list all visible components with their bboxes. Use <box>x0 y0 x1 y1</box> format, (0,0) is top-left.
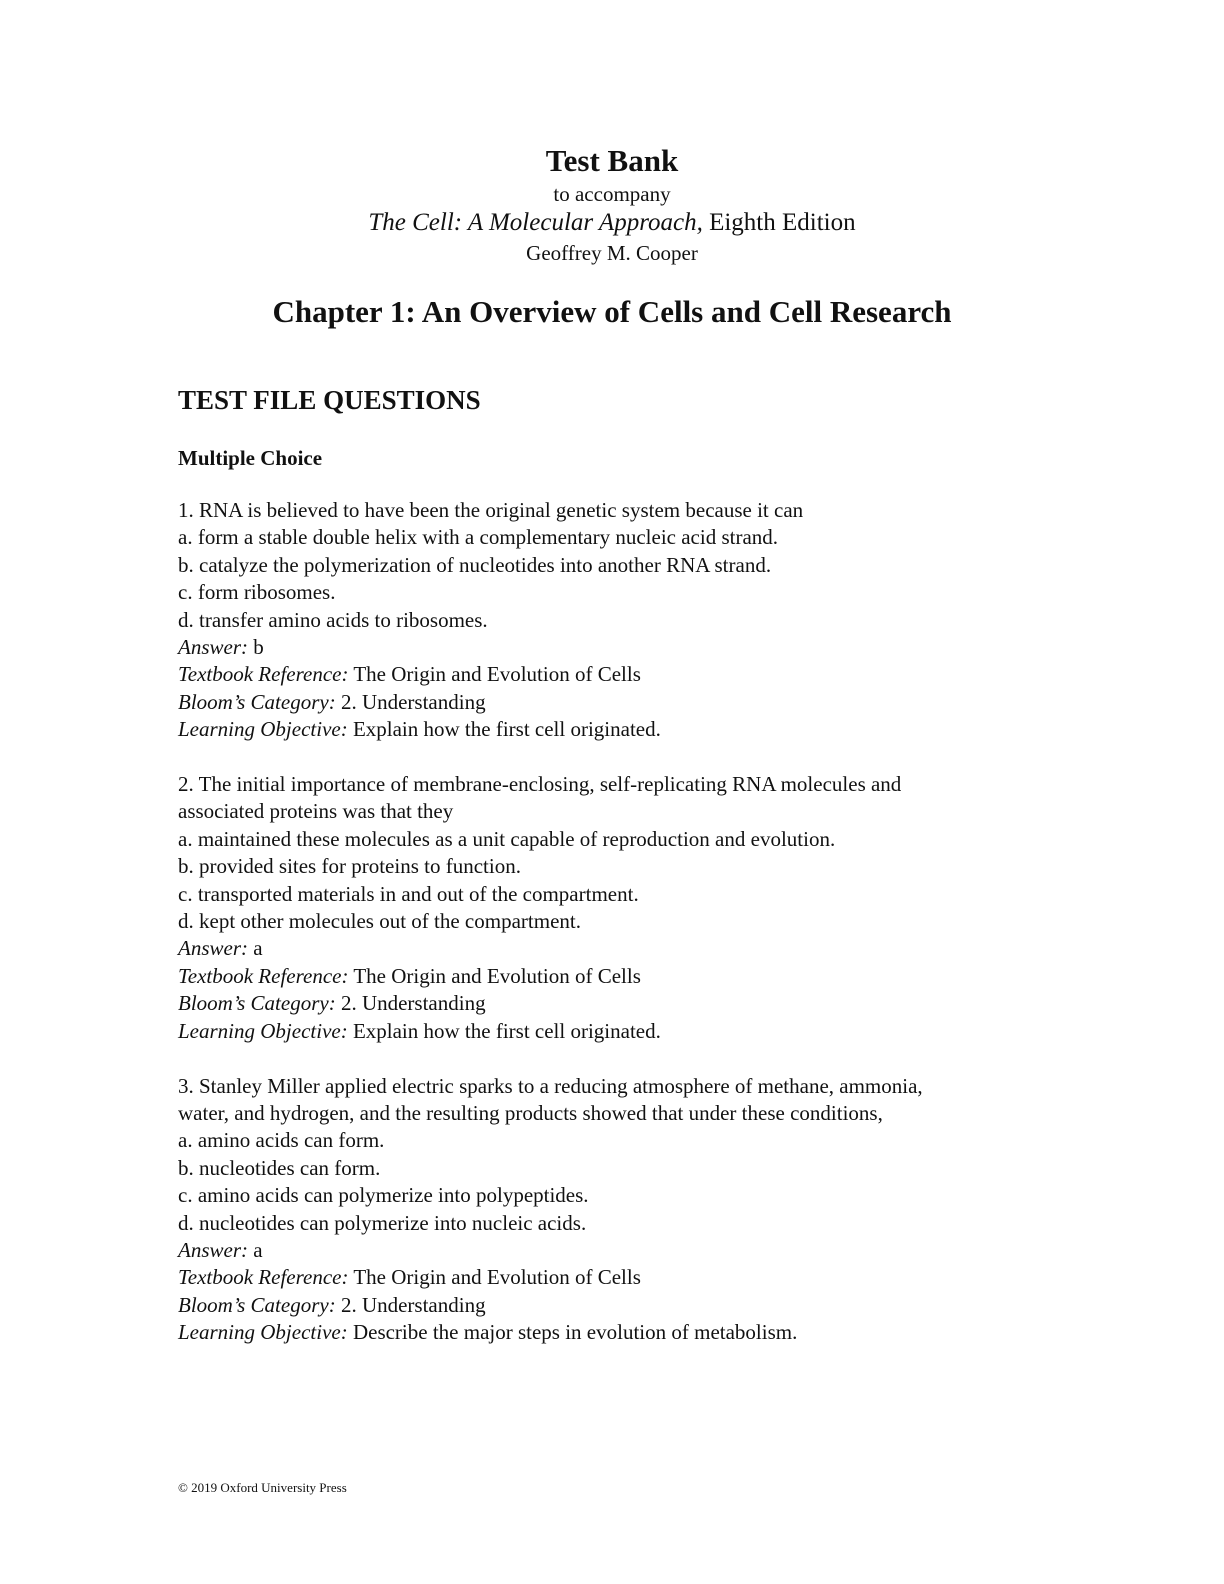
answer-value: a <box>253 1237 263 1262</box>
blooms-category-line <box>178 990 1058 1017</box>
textbook-reference-label: Textbook Reference: <box>178 1265 349 1290</box>
answer-line <box>178 1237 1058 1264</box>
blooms-category-value: 2. Understanding <box>340 689 486 714</box>
question-block <box>178 497 1058 744</box>
answer-label: Answer: <box>178 936 248 961</box>
chapter-title: Chapter 1: An Overview of Cells and Cell Research <box>272 294 952 329</box>
learning-objective-value: Describe the major steps in evolution of metabolism. <box>352 1320 798 1345</box>
learning-objective-line <box>178 1319 1058 1346</box>
book-edition: Eighth Edition <box>709 209 856 236</box>
learning-objective-line <box>178 1018 1058 1045</box>
answer-option: a. amino acids can form. <box>178 1128 385 1153</box>
question-block <box>178 1073 1058 1347</box>
learning-objective-value: Explain how the first cell originated. <box>352 717 661 742</box>
blooms-category-value: 2. Understanding <box>340 1292 486 1317</box>
question-list <box>178 497 1058 1374</box>
question-block <box>178 771 1058 1045</box>
textbook-reference-line <box>178 1264 1058 1291</box>
book-title-line <box>0 207 1224 239</box>
answer-option: a. maintained these molecules as a unit capable of reproduction and evolution. <box>178 826 836 851</box>
answer-option: b. nucleotides can form. <box>178 1155 381 1180</box>
textbook-reference-line <box>178 963 1058 990</box>
textbook-reference-label: Textbook Reference: <box>178 662 349 687</box>
answer-label: Answer: <box>178 635 248 660</box>
answer-option: b. catalyze the polymerization of nucleotides into another RNA strand. <box>178 552 772 577</box>
document-title: Test Bank <box>545 143 679 178</box>
answer-option: b. provided sites for proteins to function. <box>178 854 521 879</box>
answer-option: c. amino acids can polymerize into polypeptides. <box>178 1183 589 1208</box>
section-heading: TEST FILE QUESTIONS <box>178 385 481 415</box>
answer-option: c. transported materials in and out of the compartment. <box>178 881 639 906</box>
answer-line <box>178 634 1058 661</box>
author-name: Geoffrey M. Cooper <box>526 241 698 265</box>
blooms-category-label: Bloom’s Category: <box>178 1292 336 1317</box>
textbook-reference-line <box>178 661 1058 688</box>
question-stem: 3. Stanley Miller applied electric sparks to a reducing atmosphere of methane, ammonia, <box>178 1073 923 1098</box>
blooms-category-line <box>178 689 1058 716</box>
learning-objective-label: Learning Objective: <box>178 1018 348 1043</box>
learning-objective-line <box>178 716 1058 743</box>
subsection-heading: Multiple Choice <box>178 446 323 470</box>
copyright-footer: © 2019 Oxford University Press <box>178 1480 347 1495</box>
textbook-reference-label: Textbook Reference: <box>178 963 349 988</box>
answer-option: d. transfer amino acids to ribosomes. <box>178 607 488 632</box>
answer-option: a. form a stable double helix with a complementary nucleic acid strand. <box>178 525 779 550</box>
answer-label: Answer: <box>178 1237 248 1262</box>
learning-objective-value: Explain how the first cell originated. <box>352 1018 661 1043</box>
blooms-category-label: Bloom’s Category: <box>178 689 336 714</box>
blooms-category-line <box>178 1292 1058 1319</box>
answer-option: c. form ribosomes. <box>178 580 336 605</box>
answer-line <box>178 935 1058 962</box>
question-stem: associated proteins was that they <box>178 799 454 824</box>
answer-value: b <box>253 635 264 660</box>
answer-option: d. kept other molecules out of the compartment. <box>178 909 581 934</box>
blooms-category-label: Bloom’s Category: <box>178 991 336 1016</box>
textbook-reference-value: The Origin and Evolution of Cells <box>353 662 641 687</box>
learning-objective-label: Learning Objective: <box>178 717 348 742</box>
answer-option: d. nucleotides can polymerize into nucleic acids. <box>178 1210 587 1235</box>
textbook-reference-value: The Origin and Evolution of Cells <box>353 963 641 988</box>
textbook-reference-value: The Origin and Evolution of Cells <box>353 1265 641 1290</box>
accompany-text: to accompany <box>553 182 671 206</box>
question-stem: 1. RNA is believed to have been the original genetic system because it can <box>178 498 804 522</box>
book-title: The Cell: A Molecular Approach, <box>368 209 703 236</box>
question-stem: 2. The initial importance of membrane-enclosing, self-replicating RNA molecules and <box>178 772 902 797</box>
answer-value: a <box>253 936 263 961</box>
question-stem: water, and hydrogen, and the resulting products showed that under these conditions, <box>178 1100 883 1125</box>
blooms-category-value: 2. Understanding <box>340 991 486 1016</box>
learning-objective-label: Learning Objective: <box>178 1320 348 1345</box>
